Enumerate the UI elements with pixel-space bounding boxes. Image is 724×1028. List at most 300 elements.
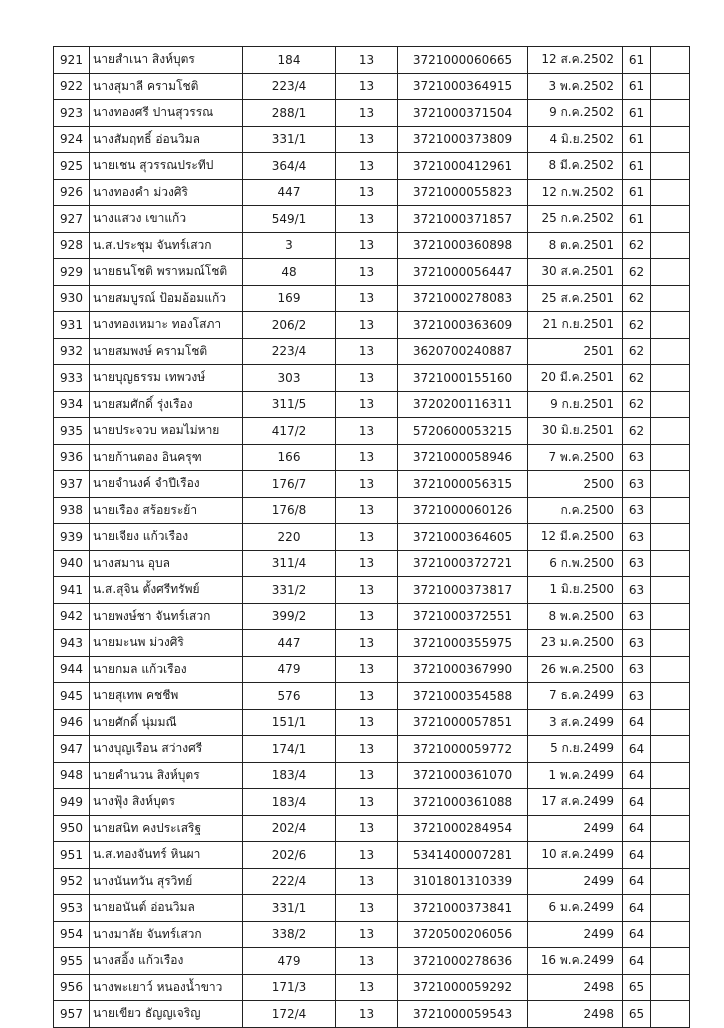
age: 64 [623, 789, 651, 816]
row-number: 954 [54, 921, 90, 948]
citizen-id: 3721000371857 [398, 206, 528, 233]
birth-date: 16 พ.ค.2499 [528, 948, 623, 975]
note-cell [651, 338, 690, 365]
citizen-id: 3721000057851 [398, 709, 528, 736]
age: 62 [623, 338, 651, 365]
person-name: นายจำนงค์ จำปีเรือง [90, 471, 243, 498]
table-row [54, 1001, 690, 1028]
age: 65 [623, 1001, 651, 1028]
person-name: นางฟุ้ง สิงห์บุตร [90, 789, 243, 816]
citizen-id: 3721000363609 [398, 312, 528, 339]
row-number: 944 [54, 656, 90, 683]
village-number: 13 [336, 948, 398, 975]
row-number: 950 [54, 815, 90, 842]
person-name: นางทองคำ ม่วงศิริ [90, 179, 243, 206]
birth-date: 2499 [528, 868, 623, 895]
citizen-id: 3620700240887 [398, 338, 528, 365]
person-name: นางแสวง เขาแก้ว [90, 206, 243, 233]
person-name: นายธนโชติ พราหมณ์โชติ [90, 259, 243, 286]
citizen-id: 3721000372721 [398, 550, 528, 577]
person-name: นางสอิ้ง แก้วเรือง [90, 948, 243, 975]
table-row [54, 232, 690, 259]
row-number: 940 [54, 550, 90, 577]
table-row [54, 391, 690, 418]
person-name: นางทองศรี ปานสุวรรณ [90, 100, 243, 127]
row-number: 932 [54, 338, 90, 365]
house-number: 447 [243, 630, 336, 657]
person-name: นางทองเหมาะ ทองโสภา [90, 312, 243, 339]
person-name: นางมาลัย จันทร์เสวก [90, 921, 243, 948]
row-number: 949 [54, 789, 90, 816]
house-number: 447 [243, 179, 336, 206]
citizen-id: 3721000367990 [398, 656, 528, 683]
birth-date: 8 ต.ค.2501 [528, 232, 623, 259]
village-number: 13 [336, 974, 398, 1001]
row-number: 952 [54, 868, 90, 895]
citizen-id: 3721000059292 [398, 974, 528, 1001]
citizen-id: 3721000058946 [398, 444, 528, 471]
village-number: 13 [336, 603, 398, 630]
note-cell [651, 683, 690, 710]
age: 64 [623, 842, 651, 869]
age: 63 [623, 577, 651, 604]
note-cell [651, 948, 690, 975]
house-number: 288/1 [243, 100, 336, 127]
table-row [54, 577, 690, 604]
table-row [54, 868, 690, 895]
age: 62 [623, 285, 651, 312]
table-row [54, 895, 690, 922]
person-name: นางสมาน อุบล [90, 550, 243, 577]
row-number: 925 [54, 153, 90, 180]
person-name: นางสุมาลี ครามโชติ [90, 73, 243, 100]
birth-date: 12 ก.พ.2502 [528, 179, 623, 206]
note-cell [651, 285, 690, 312]
row-number: 934 [54, 391, 90, 418]
note-cell [651, 153, 690, 180]
birth-date: 25 ส.ค.2501 [528, 285, 623, 312]
person-name: นายสมบูรณ์ ป้อมอ้อมแก้ว [90, 285, 243, 312]
house-number: 364/4 [243, 153, 336, 180]
birth-date: 30 มิ.ย.2501 [528, 418, 623, 445]
note-cell [651, 895, 690, 922]
note-cell [651, 762, 690, 789]
note-cell [651, 259, 690, 286]
row-number: 955 [54, 948, 90, 975]
birth-date: 5 ก.ย.2499 [528, 736, 623, 763]
age: 61 [623, 206, 651, 233]
house-number: 479 [243, 656, 336, 683]
village-number: 13 [336, 736, 398, 763]
birth-date: 3 พ.ค.2502 [528, 73, 623, 100]
citizen-id: 3720200116311 [398, 391, 528, 418]
table-row [54, 471, 690, 498]
note-cell [651, 550, 690, 577]
person-name: น.ส.ทองจันทร์ หินผา [90, 842, 243, 869]
person-name: นายสำเนา สิงห์บุตร [90, 47, 243, 74]
note-cell [651, 126, 690, 153]
row-number: 956 [54, 974, 90, 1001]
table-row [54, 418, 690, 445]
person-name: นายเขียว ธัญญเจริญ [90, 1001, 243, 1028]
note-cell [651, 630, 690, 657]
citizen-id: 3721000372551 [398, 603, 528, 630]
village-number: 13 [336, 444, 398, 471]
table-row [54, 312, 690, 339]
note-cell [651, 365, 690, 392]
note-cell [651, 312, 690, 339]
house-number: 48 [243, 259, 336, 286]
note-cell [651, 842, 690, 869]
note-cell [651, 736, 690, 763]
village-number: 13 [336, 683, 398, 710]
table-row [54, 683, 690, 710]
person-name: นายเจียง แก้วเรือง [90, 524, 243, 551]
birth-date: 7 พ.ค.2500 [528, 444, 623, 471]
birth-date: 6 ก.พ.2500 [528, 550, 623, 577]
house-number: 331/2 [243, 577, 336, 604]
citizen-id: 3721000060665 [398, 47, 528, 74]
citizen-id: 3721000278083 [398, 285, 528, 312]
house-number: 303 [243, 365, 336, 392]
person-name: นายเชน สุวรรณประทีป [90, 153, 243, 180]
birth-date: 7 ธ.ค.2499 [528, 683, 623, 710]
house-number: 220 [243, 524, 336, 551]
age: 61 [623, 153, 651, 180]
house-number: 184 [243, 47, 336, 74]
person-name: นายมะนพ ม่วงศิริ [90, 630, 243, 657]
village-number: 13 [336, 630, 398, 657]
table-row [54, 550, 690, 577]
row-number: 933 [54, 365, 90, 392]
birth-date: 21 ก.ย.2501 [528, 312, 623, 339]
birth-date: 8 มี.ค.2502 [528, 153, 623, 180]
table-row [54, 762, 690, 789]
house-number: 176/7 [243, 471, 336, 498]
village-number: 13 [336, 1001, 398, 1028]
village-number: 13 [336, 206, 398, 233]
birth-date: 1 พ.ค.2499 [528, 762, 623, 789]
person-name: นางบุญเรือน สว่างศรี [90, 736, 243, 763]
table-row [54, 524, 690, 551]
table-row [54, 842, 690, 869]
row-number: 947 [54, 736, 90, 763]
note-cell [651, 974, 690, 1001]
birth-date: 26 พ.ค.2500 [528, 656, 623, 683]
birth-date: 1 มิ.ย.2500 [528, 577, 623, 604]
village-number: 13 [336, 789, 398, 816]
table-row [54, 259, 690, 286]
birth-date: 12 มี.ค.2500 [528, 524, 623, 551]
village-number: 13 [336, 73, 398, 100]
house-number: 151/1 [243, 709, 336, 736]
house-number: 176/8 [243, 497, 336, 524]
table-row [54, 789, 690, 816]
note-cell [651, 603, 690, 630]
village-number: 13 [336, 47, 398, 74]
table-row [54, 73, 690, 100]
person-name: นายอนันต์ อ่อนวิมล [90, 895, 243, 922]
person-name: นายสมพงษ์ ครามโชติ [90, 338, 243, 365]
age: 61 [623, 47, 651, 74]
age: 61 [623, 126, 651, 153]
age: 64 [623, 948, 651, 975]
citizen-id: 3721000355975 [398, 630, 528, 657]
age: 63 [623, 524, 651, 551]
person-name: นายพงษ์ชา จันทร์เสวก [90, 603, 243, 630]
birth-date: 2501 [528, 338, 623, 365]
village-number: 13 [336, 762, 398, 789]
row-number: 929 [54, 259, 90, 286]
citizen-id: 3721000060126 [398, 497, 528, 524]
birth-date: 20 มี.ค.2501 [528, 365, 623, 392]
citizen-id: 3721000284954 [398, 815, 528, 842]
birth-date: 12 ส.ค.2502 [528, 47, 623, 74]
age: 63 [623, 471, 651, 498]
age: 62 [623, 391, 651, 418]
note-cell [651, 789, 690, 816]
registry-rows [54, 47, 690, 1028]
row-number: 953 [54, 895, 90, 922]
citizen-id: 3721000373841 [398, 895, 528, 922]
house-number: 202/4 [243, 815, 336, 842]
citizen-id: 3721000361070 [398, 762, 528, 789]
table-row [54, 206, 690, 233]
table-row [54, 179, 690, 206]
village-number: 13 [336, 842, 398, 869]
village-number: 13 [336, 577, 398, 604]
row-number: 927 [54, 206, 90, 233]
birth-date: 2498 [528, 974, 623, 1001]
row-number: 928 [54, 232, 90, 259]
row-number: 938 [54, 497, 90, 524]
table-row [54, 285, 690, 312]
person-name: นายเรือง สร้อยระย้า [90, 497, 243, 524]
birth-date: 25 ก.ค.2502 [528, 206, 623, 233]
note-cell [651, 471, 690, 498]
note-cell [651, 524, 690, 551]
village-number: 13 [336, 497, 398, 524]
row-number: 936 [54, 444, 90, 471]
village-number: 13 [336, 153, 398, 180]
village-number: 13 [336, 921, 398, 948]
table-row [54, 153, 690, 180]
note-cell [651, 921, 690, 948]
note-cell [651, 418, 690, 445]
note-cell [651, 206, 690, 233]
birth-date: 2499 [528, 815, 623, 842]
house-number: 172/4 [243, 1001, 336, 1028]
village-number: 13 [336, 815, 398, 842]
note-cell [651, 391, 690, 418]
person-name: นายสุเทพ คชชีพ [90, 683, 243, 710]
village-number: 13 [336, 418, 398, 445]
citizen-id: 3721000360898 [398, 232, 528, 259]
row-number: 935 [54, 418, 90, 445]
house-number: 479 [243, 948, 336, 975]
age: 62 [623, 232, 651, 259]
row-number: 946 [54, 709, 90, 736]
citizen-id: 3721000373817 [398, 577, 528, 604]
person-name: นายประจวบ หอมไม่หาย [90, 418, 243, 445]
house-number: 171/3 [243, 974, 336, 1001]
citizen-id: 3101801310339 [398, 868, 528, 895]
age: 63 [623, 630, 651, 657]
age: 65 [623, 974, 651, 1001]
age: 63 [623, 444, 651, 471]
village-number: 13 [336, 524, 398, 551]
person-name: นายคำนวน สิงห์บุตร [90, 762, 243, 789]
note-cell [651, 709, 690, 736]
note-cell [651, 815, 690, 842]
house-number: 311/4 [243, 550, 336, 577]
table-row [54, 974, 690, 1001]
village-number: 13 [336, 365, 398, 392]
row-number: 924 [54, 126, 90, 153]
note-cell [651, 47, 690, 74]
house-number: 223/4 [243, 73, 336, 100]
age: 62 [623, 259, 651, 286]
row-number: 942 [54, 603, 90, 630]
note-cell [651, 232, 690, 259]
row-number: 939 [54, 524, 90, 551]
village-number: 13 [336, 232, 398, 259]
table-row [54, 497, 690, 524]
birth-date: 6 ม.ค.2499 [528, 895, 623, 922]
row-number: 923 [54, 100, 90, 127]
note-cell [651, 444, 690, 471]
age: 61 [623, 100, 651, 127]
village-number: 13 [336, 100, 398, 127]
note-cell [651, 1001, 690, 1028]
citizen-id: 3721000373809 [398, 126, 528, 153]
citizen-id: 3721000056447 [398, 259, 528, 286]
birth-date: 4 มิ.ย.2502 [528, 126, 623, 153]
birth-date: 23 ม.ค.2500 [528, 630, 623, 657]
age: 62 [623, 312, 651, 339]
village-number: 13 [336, 550, 398, 577]
table-row [54, 630, 690, 657]
house-number: 3 [243, 232, 336, 259]
village-number: 13 [336, 895, 398, 922]
table-row [54, 47, 690, 74]
age: 61 [623, 179, 651, 206]
birth-date: 8 พ.ค.2500 [528, 603, 623, 630]
village-number: 13 [336, 259, 398, 286]
table-row [54, 656, 690, 683]
house-number: 331/1 [243, 126, 336, 153]
row-number: 948 [54, 762, 90, 789]
age: 64 [623, 868, 651, 895]
citizen-id: 3721000354588 [398, 683, 528, 710]
citizen-id: 5341400007281 [398, 842, 528, 869]
age: 63 [623, 497, 651, 524]
row-number: 937 [54, 471, 90, 498]
age: 64 [623, 762, 651, 789]
house-number: 174/1 [243, 736, 336, 763]
citizen-id: 3721000364915 [398, 73, 528, 100]
age: 64 [623, 709, 651, 736]
citizen-id: 3720500206056 [398, 921, 528, 948]
house-number: 223/4 [243, 338, 336, 365]
citizen-id: 3721000056315 [398, 471, 528, 498]
note-cell [651, 73, 690, 100]
citizen-id: 3721000155160 [398, 365, 528, 392]
citizen-id: 3721000412961 [398, 153, 528, 180]
person-name: นายกมล แก้วเรือง [90, 656, 243, 683]
house-number: 183/4 [243, 762, 336, 789]
table-row [54, 921, 690, 948]
house-number: 576 [243, 683, 336, 710]
row-number: 943 [54, 630, 90, 657]
birth-date: 9 ก.ย.2501 [528, 391, 623, 418]
row-number: 945 [54, 683, 90, 710]
note-cell [651, 868, 690, 895]
village-number: 13 [336, 338, 398, 365]
age: 64 [623, 736, 651, 763]
citizen-id: 3721000361088 [398, 789, 528, 816]
village-number: 13 [336, 656, 398, 683]
person-name: นายบุญธรรม เทพวงษ์ [90, 365, 243, 392]
table-row [54, 709, 690, 736]
age: 63 [623, 656, 651, 683]
person-name: นายศักดิ์ นุ่มมณี [90, 709, 243, 736]
row-number: 941 [54, 577, 90, 604]
row-number: 930 [54, 285, 90, 312]
age: 63 [623, 550, 651, 577]
table-row [54, 815, 690, 842]
house-number: 399/2 [243, 603, 336, 630]
village-number: 13 [336, 471, 398, 498]
age: 61 [623, 73, 651, 100]
birth-date: 9 ก.ค.2502 [528, 100, 623, 127]
citizen-id: 3721000059772 [398, 736, 528, 763]
person-name: นางสัมฤทธิ์ อ่อนวิมล [90, 126, 243, 153]
note-cell [651, 497, 690, 524]
birth-date: 2498 [528, 1001, 623, 1028]
house-number: 222/4 [243, 868, 336, 895]
person-name: นายก้านตอง อินครุฑ [90, 444, 243, 471]
row-number: 926 [54, 179, 90, 206]
birth-date: ก.ค.2500 [528, 497, 623, 524]
person-name: นายสนิท คงประเสริฐ [90, 815, 243, 842]
table-row [54, 603, 690, 630]
house-number: 549/1 [243, 206, 336, 233]
birth-date: 2500 [528, 471, 623, 498]
note-cell [651, 656, 690, 683]
person-name: นายสมศักดิ์ รุ่งเรือง [90, 391, 243, 418]
house-number: 311/5 [243, 391, 336, 418]
person-name: นางพะเยาว์ หนองน้ำขาว [90, 974, 243, 1001]
row-number: 951 [54, 842, 90, 869]
row-number: 931 [54, 312, 90, 339]
house-number: 202/6 [243, 842, 336, 869]
house-number: 166 [243, 444, 336, 471]
age: 64 [623, 815, 651, 842]
table-row [54, 365, 690, 392]
village-number: 13 [336, 179, 398, 206]
note-cell [651, 100, 690, 127]
house-number: 206/2 [243, 312, 336, 339]
village-number: 13 [336, 709, 398, 736]
citizen-id: 3721000371504 [398, 100, 528, 127]
citizen-id: 3721000364605 [398, 524, 528, 551]
table-row [54, 126, 690, 153]
age: 63 [623, 683, 651, 710]
person-name: นางนันทวัน สุรวิทย์ [90, 868, 243, 895]
table-row [54, 338, 690, 365]
house-number: 183/4 [243, 789, 336, 816]
